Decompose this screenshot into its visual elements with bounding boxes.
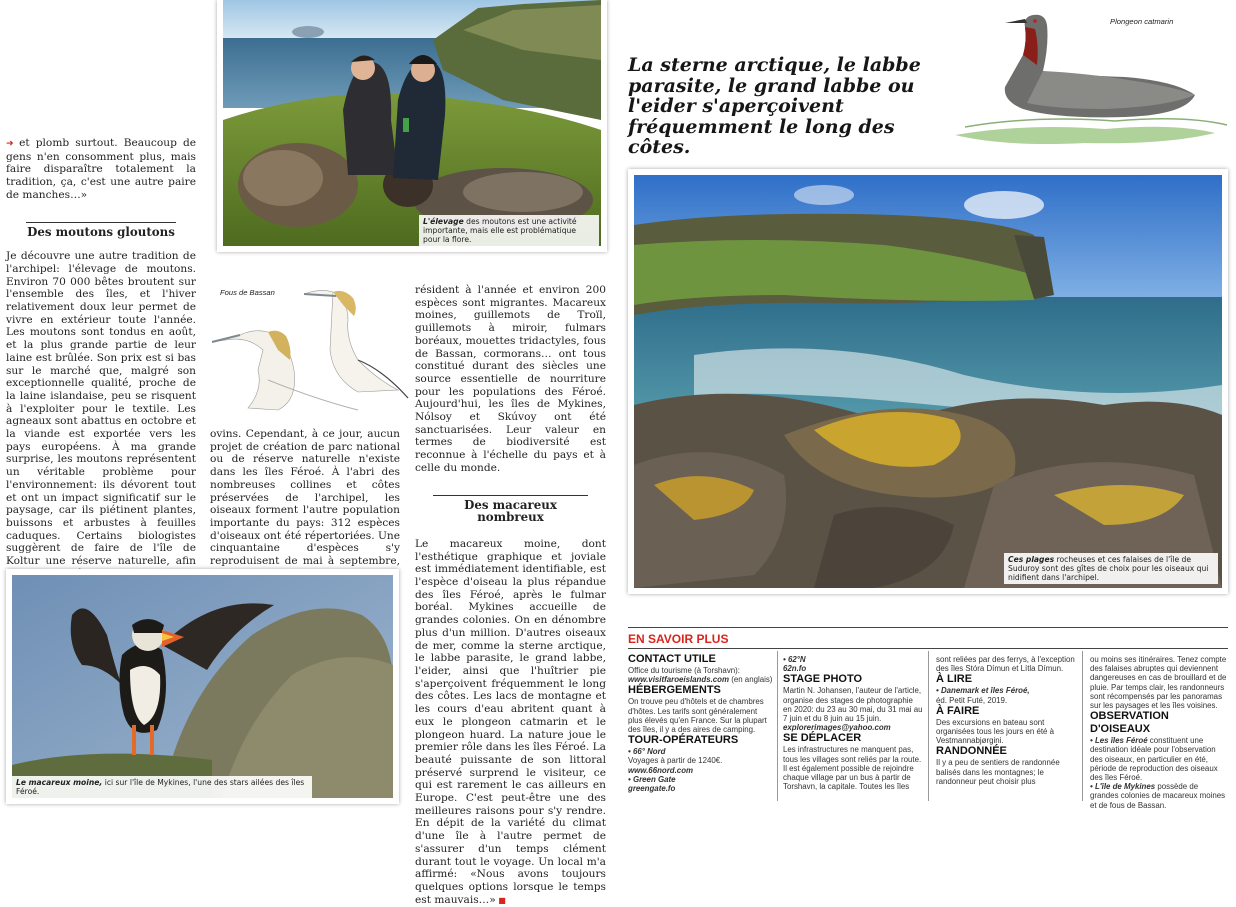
photo-coast-frame — [628, 169, 1228, 594]
subhead-moutons: Des moutons gloutons — [26, 222, 176, 239]
pull-quote: La sterne arctique, le labbe parasite, le grand labbe ou l'eider s'aperçoivent fréquemment le long des côtes. — [628, 54, 921, 158]
continuation-arrow-icon: ➜ — [6, 139, 20, 149]
photo-puffin-frame — [6, 569, 399, 804]
info-col-2: • 62°N 62n.fo STAGE PHOTO Martin N. Johansen, l'auteur de l'article, organise des stages de photographie en 2020: du 23 au 30 mai, du 31 mai au 7 juin et du 8 juin au 15 juin. explorerimages@yahoo.com SE DÉPLACER Les infrastructures ne manquent pas, tous les villages sont reliés par la route. Il est également possible de rejoindre chaque village par un bus à partir de Torshavn, la capitale. Toutes les îles — [783, 655, 923, 792]
loon-label: Plongeon catmarin — [1110, 17, 1174, 26]
gannet-label: Fous de Bassan — [220, 288, 275, 297]
birdwatching-heading: OBSERVATION D'OISEAUX — [1090, 710, 1169, 736]
photo-sheep-frame — [217, 0, 607, 252]
sheep-photo — [223, 0, 601, 246]
info-divider — [777, 651, 778, 801]
puffin-caption: Le macareux moine, ici sur l'île de Mykines, l'une des stars ailées des îles Féroé. — [12, 776, 312, 798]
end-mark-icon: ■ — [495, 895, 506, 905]
photo-course-heading: STAGE PHOTO — [783, 673, 863, 686]
subhead-macareux: Des macareux nombreux — [433, 495, 588, 524]
left-paragraph-1: ➜ et plomb surtout. Beaucoup de gens n'en consomment plus, mais faire disparaître totalement la tradition, ça, c'est une autre paire de manches…» — [6, 137, 197, 201]
coast-photo — [634, 175, 1222, 588]
left-paragraph-2: Je découvre une autre tradition de l'archipel: l'élevage de moutons. Environ 70 000 bêtes broutent sur l'ensemble des îles, et l'hiver relativement doux leur permet de vivre en extérieur toute l'année. Les moutons sont tondus en août, et la plus grande partie de leur laine est brûlée. Son prix est si bas sur le marché que, malgré son exceptionnelle qualité, proche de la laine islandaise, peu se risquent à l'exploiter pour le textile. Les agneaux sont abattus en octobre et la viande est exportée vers les pays européens. À ma grande surprise, les moutons représentent un véritable problème pour l'environnement: ils dévorent tout et ont un impact significatif sur le paysage, car ils piétinent plantes, buissons et arbustes à feuilles caduques. Certains biologistes suggèrent de faire de l'île de Koltur une réserve naturelle, afin — [6, 250, 196, 568]
info-col-1: CONTACT UTILE Office du tourisme (à Torshavn): www.visitfaroeislands.com (en anglais) HÉBERGEMENTS On trouve peu d'hôtels et de chambres d'hôtes. Les tarifs sont généralement plus élevés qu'en France. Sur la plupart des îles, il y a des aires de camping. TOUR-OPÉRATEURS • 66° Nord Voyages à partir de 1240€. www.66nord.com • Green Gate greengate.fo — [628, 653, 773, 794]
info-box — [628, 627, 1228, 649]
loon-illustration — [945, 5, 1235, 155]
left-column — [6, 137, 196, 606]
coast-caption: Ces plages rocheuses et ces falaises de l'île de Suduroy sont des gîtes de choix pour les oiseaux qui nidifient dans l'archipel. — [1004, 553, 1218, 584]
right-column — [415, 284, 606, 907]
puffin-photo — [12, 575, 393, 798]
middle-column — [210, 428, 400, 580]
info-heading: EN SAVOIR PLUS — [628, 628, 1228, 649]
reading-heading: À LIRE — [936, 673, 973, 686]
sheep-caption: L'élevage des moutons est une activité importante, mais elle est problématique pour la flore. — [419, 215, 599, 246]
middle-paragraph-1: ovins. Cependant, à ce jour, aucun projet de création de parc national ou de réserve naturelle n'existe dans les îles Féroé. À l'abri des nombreuses collines et côtes préservées de l'archipel, les oiseaux forment l'autre population importante du pays: 312 espèces d'oiseaux ont été répertoriées. Une cinquantaine d'espèces s'y reproduisent de mai à septembre, — [210, 428, 400, 568]
todo-heading: À FAIRE — [936, 704, 980, 717]
info-divider — [928, 651, 929, 801]
explorer-email-link[interactable]: explorerimages@yahoo.com — [783, 723, 891, 733]
info-divider — [1082, 651, 1083, 801]
greengate-link[interactable]: greengate.fo — [628, 784, 676, 794]
right-paragraph-1: résident à l'année et environ 200 espèces sont migrantes. Macareux moines, guillemots de Troïl, guillemots à miroir, fulmars boréaux, mouettes tridactyles, fous de Bassan, cormorans… ont tous constitué durant des siècles une source essentielle de nourriture pour les populations des Féroé. Aujourd'hui, les îles de Mykines, Nólsoy et Skúvoy ont été sanctuarisées. Leur valeur en termes de biodiversité est reconnue à l'échelle du pays et à celle du monde. — [415, 284, 606, 474]
tour-operators-heading: TOUR-OPÉRATEURS — [628, 734, 739, 747]
hiking-heading: RANDONNÉE — [936, 745, 1007, 758]
info-col-3: sont reliées par des ferrys, à l'exception des îles Stóra Dímun et Lítla Dímun. À LIRE • Danemark et îles Féroé, éd. Petit Futé, 2019. À FAIRE Des excursions en bateau sont organisées tous les jours en été à Vestmannabjørgini. RANDONNÉE Il y a peu de sentiers de randonnée balisés dans les montagnes; le randonneur peut choisir plus — [936, 655, 1075, 786]
tourism-link[interactable]: www.visitfaroeislands.com — [628, 675, 730, 685]
66nord-link[interactable]: www.66nord.com — [628, 765, 694, 775]
lodging-heading: HÉBERGEMENTS — [628, 684, 721, 697]
info-col-4: ou moins ses itinéraires. Tenez compte des falaises abruptes qui deviennent dangereuses en cas de brouillard et de pluie. Par temps clair, les randonneurs sont récompensés par les panoramas sur les paysages et les îles voisines. OBSERVATION D'OISEAUX • Les îles Féroé constituent une destination idéale pour l'observation des oiseaux, en particulier en été, période de reproduction des oiseaux des îles Féroé. • L'île de Mykines possède de grandes colonies de macareux moines et de fous de Bassan. — [1090, 655, 1227, 810]
right-paragraph-2: Le macareux moine, dont l'esthétique graphique et joviale est immédiatement identifiable, est l'espèce d'oiseau la plus répandue des îles Féroé, après le fulmar boréal. Mykines accueille de grandes colonies. On en dénombre plus d'un million. D'autres oiseaux de mer, comme la sterne arctique, le labbe parasite, le grand labbe, l'eider, ainsi que l'huîtrier pie s'aperçoivent fréquemment le long des côtes. Les lacs de montagne et les cours d'eau abritent quant à eux le plongeon catmarin et le plongeon huard. La nature joue le premier rôle dans les îles Féroé. La beauté puissante de son littoral préservé surprend le visiteur, ce qui est rarement le cas ailleurs en Europe. C'est peut-être une des meilleures raisons pour s'y rendre. En dépit de la variété du climat d'une île à l'autre permet de s'assurer d'un temps clément durant tout le voyage. Un local m'a affirmé: «Nous avons toujours quelques options lorsque le temps est mauvais…» ■ — [415, 537, 606, 906]
contact-heading: CONTACT UTILE — [628, 653, 716, 665]
gannet-illustration — [208, 280, 413, 420]
62n-link[interactable]: 62n.fo — [783, 664, 807, 674]
transport-heading: SE DÉPLACER — [783, 732, 862, 745]
